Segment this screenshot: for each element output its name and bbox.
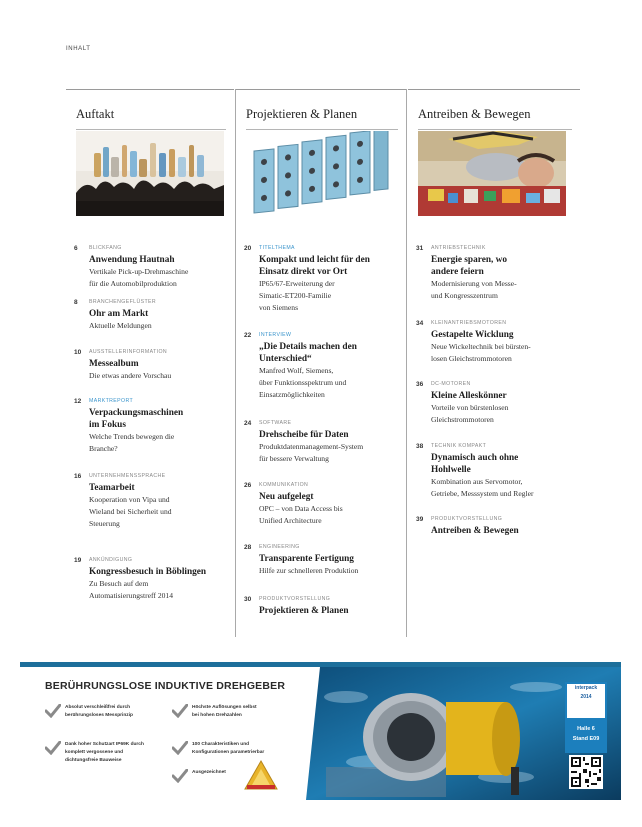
entry-category: MARKTREPORT (89, 398, 134, 404)
entry-title: Anwendung Hautnah (89, 255, 175, 265)
entry-description: Produktdatenmanagement-System für bessere Verwaltung (259, 442, 364, 463)
entry-description: Vorteile von bürstenlosen Gleichstrommotoren (431, 403, 509, 424)
badge-stand: Stand E09 (572, 736, 600, 742)
entry-category: AUSSTELLERINFORMATION (89, 349, 168, 355)
entry-page-number: 28 (244, 544, 252, 551)
column-top-rule (236, 89, 406, 90)
title-rule (418, 129, 572, 130)
entry-page-number: 6 (74, 245, 78, 252)
column-top-rule (408, 89, 580, 90)
entry-category: PRODUKTVORSTELLUNG (259, 596, 331, 602)
entry-page-number: 39 (416, 516, 424, 523)
entry-title: Drehscheibe für Daten (259, 430, 349, 440)
column-title: Antreiben & Bewegen (418, 107, 531, 121)
entry-title: Kongressbesuch in Böblingen (89, 567, 207, 577)
ad-feature-text: Dank hoher Schutzart IP69K durch komplett vergossene und dichtungsfreie Bauweise (65, 742, 144, 763)
column-divider (406, 89, 407, 637)
entry-title: Transparente Fertigung (259, 554, 354, 564)
check-icon (45, 704, 61, 718)
entry-page-number: 34 (416, 320, 424, 327)
entry-category: SOFTWARE (259, 420, 292, 426)
entry-description: Aktuelle Meldungen (89, 321, 152, 330)
entry-title: Kleine Alleskönner (431, 391, 507, 401)
io-modules-photo (246, 131, 394, 216)
entry-description: Hilfe zur schnelleren Produktion (259, 566, 359, 575)
column-title: Auftakt (76, 107, 115, 121)
entry-page-number: 30 (244, 596, 252, 603)
entry-category: PRODUKTVORSTELLUNG (431, 516, 503, 522)
check-icon (172, 741, 188, 755)
entry-title: Messealbum (89, 359, 139, 369)
bottles-exhibition-photo (76, 131, 224, 216)
trade-fair-logo: interpack 2014 (567, 684, 605, 718)
check-icon (172, 769, 188, 783)
entry-page-number: 38 (416, 443, 424, 450)
sleeping-worker-photo (418, 131, 566, 216)
column-divider (235, 89, 236, 637)
entry-page-number: 24 (244, 420, 252, 427)
entry-page-number: 19 (74, 557, 82, 564)
entry-title: Energie sparen, wo andere feiern (431, 255, 508, 277)
entry-title: Verpackungsmaschinen im Fokus (89, 408, 184, 430)
entry-category: ANTRIEBSTECHNIK (431, 245, 486, 251)
badge-hall: Halle 6 (577, 726, 595, 732)
entry-page-number: 36 (416, 381, 424, 388)
encoder-advertisement[interactable] (20, 662, 621, 800)
entry-title: Antreiben & Bewegen (431, 526, 519, 536)
entry-description: Vertikale Pick-up-Drehmaschine für die Automobilproduktion (89, 267, 189, 288)
entry-page-number: 16 (74, 473, 82, 480)
ad-feature-text: Absolut verschleißfrei durch berührungsloses Messprinzip (65, 705, 133, 718)
title-rule (246, 129, 398, 130)
entry-description: Die etwas andere Vorschau (89, 371, 172, 380)
entry-title: Neu aufgelegt (259, 492, 314, 502)
entry-category: ANKÜNDIGUNG (89, 557, 133, 563)
entry-category: BLICKFANG (89, 245, 122, 251)
entry-page-number: 26 (244, 482, 252, 489)
trade-fair-badge (565, 682, 607, 753)
entry-category: KLEINANTRIEBSMOTOREN (431, 320, 507, 326)
entry-page-number: 8 (74, 299, 78, 306)
entry-category: BRANCHENGEFLÜSTER (89, 299, 157, 305)
ad-feature-text: 100 Charakteristiken und Konfigurationen parametrierbar (192, 742, 265, 755)
entry-page-number: 31 (416, 245, 424, 252)
entry-description: Welche Trends bewegen die Branche? (89, 432, 175, 453)
entry-category: KOMMUNIKATION (259, 482, 309, 488)
check-icon (45, 741, 61, 755)
entry-description: OPC – von Data Access bis Unified Architecture (259, 504, 343, 525)
entry-title: Kompakt und leicht für den Einsatz direkt vor Ort (259, 255, 370, 277)
entry-description: Zu Besuch auf dem Automatisierungstreff 2014 (89, 579, 174, 600)
entry-category: UNTERNEHMENSSPRACHE (89, 473, 166, 479)
entry-category: TITELTHEMA (259, 245, 295, 251)
ad-feature-text: Höchste Auflösungen selbst bei hohen Drehzahlen (192, 705, 257, 718)
entry-category: INTERVIEW (259, 332, 292, 338)
entry-title: Ohr am Markt (89, 309, 149, 319)
entry-page-number: 22 (244, 332, 252, 339)
entry-category: TECHNIK KOMPAKT (431, 443, 487, 449)
entry-description: Modernisierung von Messe- und Kongresszentrum (431, 279, 517, 300)
entry-title: Projektieren & Planen (259, 606, 349, 616)
entry-category: ENGINEERING (259, 544, 300, 550)
column-top-rule (66, 89, 234, 90)
check-icon (172, 704, 188, 718)
entry-title: „Die Details machen den Unterschied“ (259, 342, 357, 364)
ad-product-photo (306, 667, 621, 800)
page-section-label: INHALT (66, 46, 91, 52)
entry-page-number: 10 (74, 349, 82, 356)
title-rule (76, 129, 226, 130)
entry-description: Manfred Wolf, Siemens, über Funktionsspektrum und Einsatzmöglichkeiten (259, 366, 347, 399)
entry-description: IP65/67-Erweiterung der Simatic-ET200-Familie von Siemens (259, 279, 335, 312)
entry-title: Dynamisch auch ohne Hohlwelle (431, 453, 519, 475)
entry-title: Teamarbeit (89, 483, 135, 493)
entry-page-number: 20 (244, 245, 252, 252)
entry-page-number: 12 (74, 398, 82, 405)
column-title: Projektieren & Planen (246, 107, 358, 121)
qr-code[interactable] (569, 755, 603, 789)
entry-title: Gestapelte Wicklung (431, 330, 514, 340)
entry-description: Kooperation von Vipa und Wieland bei Sicherheit und Steuerung (89, 495, 172, 528)
entry-description: Kombination aus Servomotor, Getriebe, Messsystem und Regler (431, 477, 534, 498)
ad-text-panel (20, 667, 320, 800)
ad-feature-text: Ausgezeichnet (192, 770, 226, 775)
award-seal-icon (243, 759, 279, 791)
entry-description: Neue Wickeltechnik bei bürsten- losen Gleichstrommotoren (431, 342, 531, 363)
entry-category: DC-MOTOREN (431, 381, 471, 387)
ad-headline: BERÜHRUNGSLOSE INDUKTIVE DREHGEBER (45, 680, 286, 692)
